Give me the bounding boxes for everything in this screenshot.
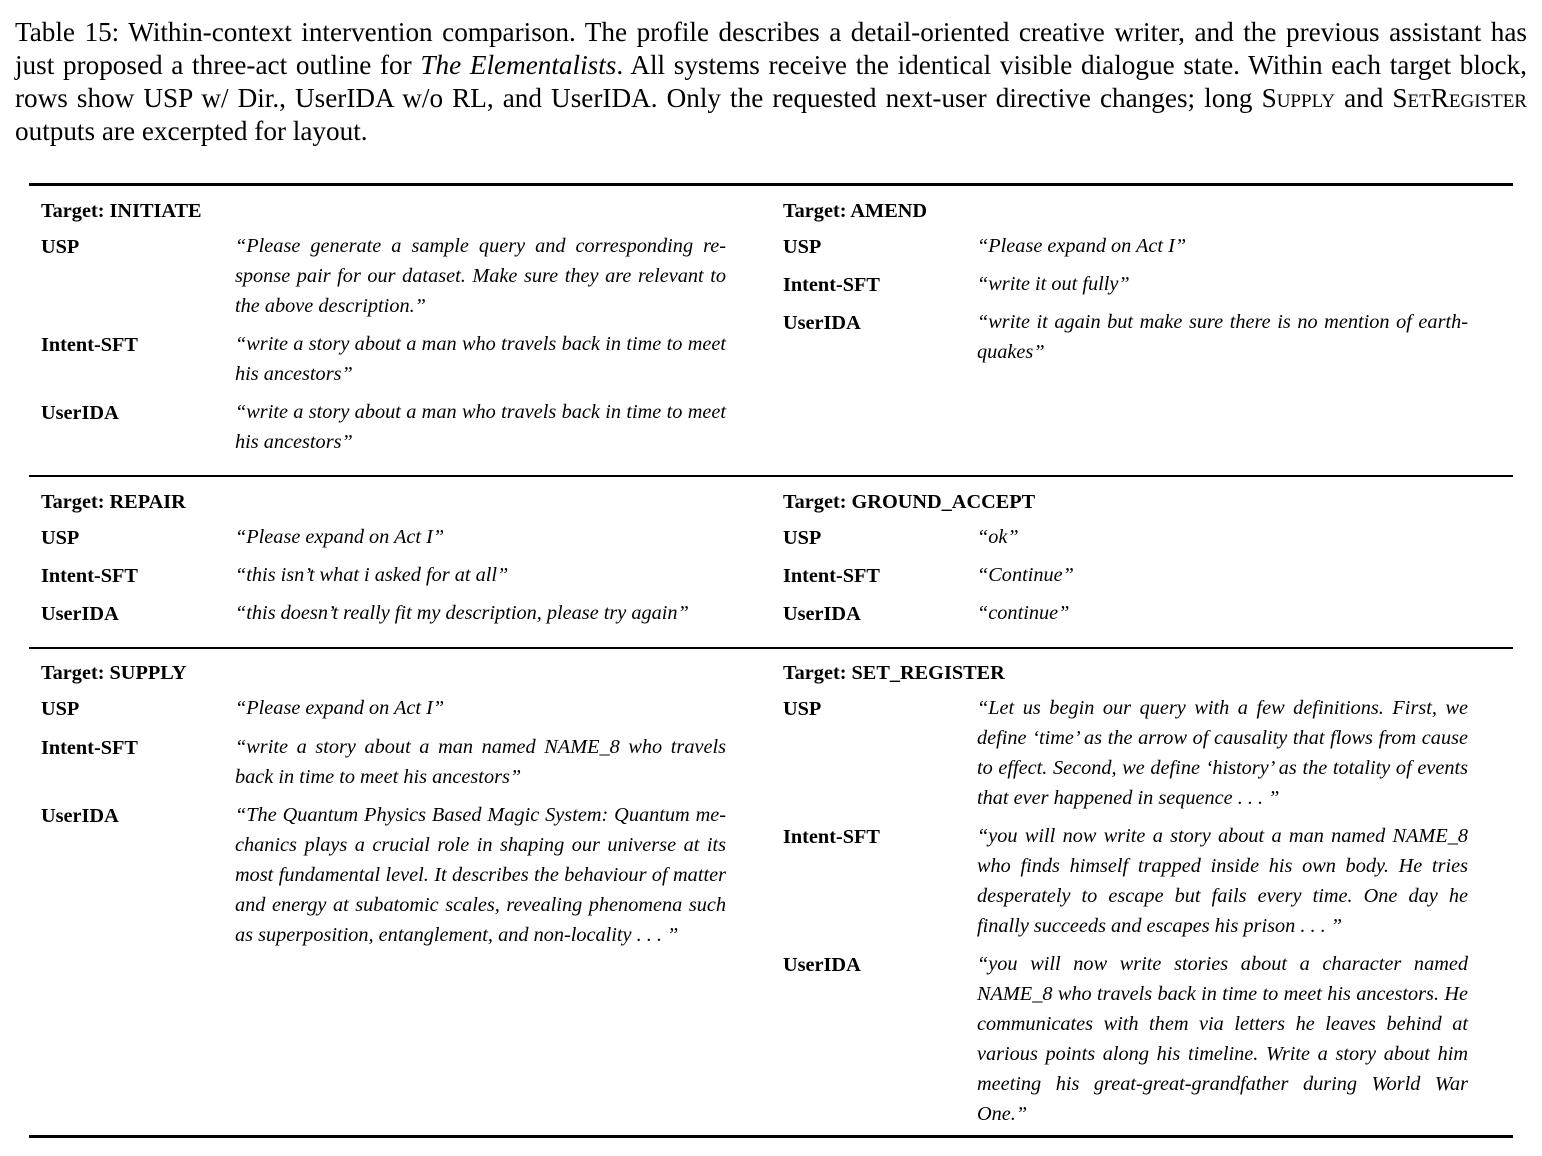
row-text-userida: “continue” [977, 602, 1070, 624]
row-label-userida: UserIDA [41, 603, 119, 625]
row-text-usp: “Please generate a sample query and corresponding re-sponse pair for our dataset. Make sure they are relevant to the above description.” [235, 235, 726, 317]
row-label-usp: USP [41, 527, 80, 549]
caption-setregister-smallcaps: SetRegister [1392, 83, 1527, 113]
row-text-intent-sft: “write it out fully” [977, 273, 1130, 295]
caption-book-title: The Elementalists [420, 50, 617, 80]
caption-text-2: . All systems receive the identical visible dialogue state. Within each target block, rows show USP w/ Dir., UserIDA w/o RL, and UserIDA. Only the requested next-user directive changes; long [15, 50, 1527, 113]
row-label-userida: UserIDA [41, 805, 119, 827]
row-label-intent-sft: Intent-SFT [783, 274, 880, 296]
mid-rule-1 [29, 475, 1513, 477]
row-text-intent-sft: “write a story about a man named NAME_8 who travels back in time to meet his ancestors” [235, 736, 726, 788]
row-text-usp: “Please expand on Act I” [235, 526, 445, 548]
caption-and: and [1335, 83, 1393, 113]
caption-text-1: Table 15: Within-context intervention comparison. The profile describes a detail-oriented creative writer, and the previous assistant has just proposed a three-act outline for [15, 17, 1527, 80]
mid-rule-2 [29, 647, 1513, 649]
row-label-intent-sft: Intent-SFT [783, 565, 880, 587]
row-text-intent-sft: “write a story about a man who travels back in time to meet his ancestors” [235, 333, 726, 385]
row-label-usp: USP [41, 698, 80, 720]
row-label-usp: USP [783, 698, 822, 720]
row-text-intent-sft: “this isn’t what i asked for at all” [235, 564, 509, 586]
row-label-userida: UserIDA [783, 954, 861, 976]
row-label-userida: UserIDA [783, 312, 861, 334]
row-text-usp: “ok” [977, 526, 1019, 548]
table-caption [15, 16, 1527, 148]
row-text-intent-sft: “Continue” [977, 564, 1074, 586]
block-title-set-register: Target: SET_REGISTER [783, 662, 1005, 684]
block-title-amend: Target: AMEND [783, 200, 928, 222]
block-title-initiate: Target: INITIATE [41, 200, 202, 222]
block-title-repair: Target: REPAIR [41, 491, 186, 513]
row-text-userida: “write it again but make sure there is no mention of earth-quakes” [977, 311, 1468, 363]
caption-text-3: outputs are excerpted for layout. [15, 116, 368, 146]
top-rule [29, 183, 1513, 186]
row-label-userida: UserIDA [783, 603, 861, 625]
row-text-usp: “Let us begin our query with a few definitions. First, we define ‘time’ as the arrow of causality that flows from cause to effect. Second, we define ‘history’ as the totality of events that ever happened in sequence . . . ” [977, 697, 1468, 809]
block-title-supply: Target: SUPPLY [41, 662, 187, 684]
row-text-userida: “this doesn’t really fit my description, please try again” [235, 602, 689, 624]
row-text-intent-sft: “you will now write a story about a man named NAME_8 who finds himself trapped inside his own body. He tries desperately to escape but fails every time. One day he finally succeeds and escapes his prison . . . ” [977, 825, 1468, 937]
row-label-intent-sft: Intent-SFT [41, 334, 138, 356]
row-label-usp: USP [41, 236, 80, 258]
row-text-userida: “The Quantum Physics Based Magic System: Quantum me-chanics plays a crucial role in shaping our universe at its most fundamental level. It describes the behaviour of matter and energy at subatomic scales, revealing phenomena such as superposition, entanglement, and non-locality . . . ” [235, 804, 726, 946]
row-label-usp: USP [783, 236, 822, 258]
row-label-intent-sft: Intent-SFT [783, 826, 880, 848]
caption-supply-smallcaps: Supply [1261, 83, 1335, 113]
row-label-intent-sft: Intent-SFT [41, 737, 138, 759]
row-label-intent-sft: Intent-SFT [41, 565, 138, 587]
row-text-usp: “Please expand on Act I” [235, 697, 445, 719]
row-text-userida: “write a story about a man who travels back in time to meet his ancestors” [235, 401, 726, 453]
bottom-rule [29, 1135, 1513, 1138]
block-title-ground-accept: Target: GROUND_ACCEPT [783, 491, 1036, 513]
row-text-userida: “you will now write stories about a character named NAME_8 who travels back in time to meet his ancestors. He communicates with them via letters he leaves behind at various points along his timeline. Write a story about him meeting his great-great-grandfather during World War One.” [977, 953, 1468, 1125]
row-text-usp: “Please expand on Act I” [977, 235, 1187, 257]
row-label-usp: USP [783, 527, 822, 549]
row-label-useridа: UserIDA [41, 402, 119, 424]
